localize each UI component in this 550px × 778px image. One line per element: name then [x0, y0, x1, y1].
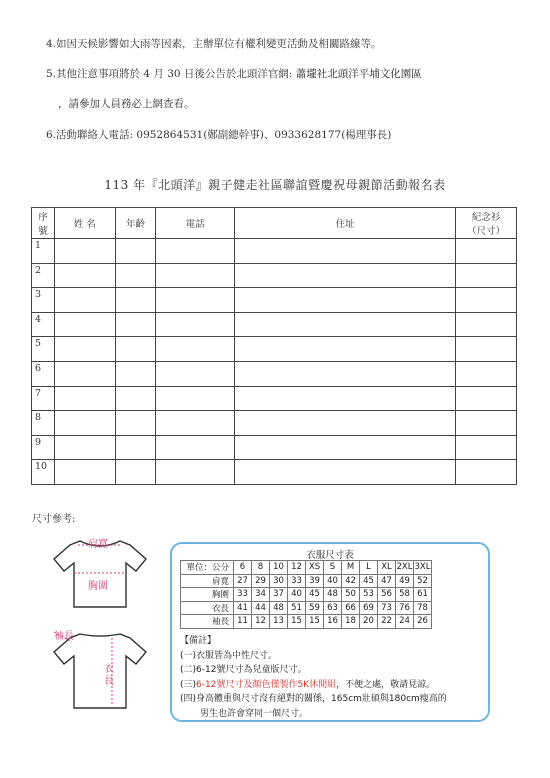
name-cell[interactable]	[54, 312, 115, 337]
size-row-label: 肩寬	[181, 574, 234, 588]
name-cell[interactable]	[54, 337, 115, 362]
size-value: 73	[378, 601, 396, 615]
header-phone: 電話	[156, 208, 234, 239]
size-header: 10	[270, 561, 288, 575]
row-number: 7	[32, 386, 55, 411]
size-value: 29	[252, 574, 270, 588]
age-cell[interactable]	[115, 386, 156, 411]
size-header: 6	[234, 561, 252, 575]
remark-3-highlight: 6-12號尺寸及顏色僅製作5K休閒組	[196, 679, 337, 690]
size-value: 48	[324, 588, 342, 602]
table-row	[32, 411, 517, 436]
remark-4: (四)身高體重與尺寸沒有絕對的關係，165cm壯碩與180cm瘦高的	[180, 694, 447, 704]
age-cell[interactable]	[115, 239, 156, 264]
label-chest: 胸圍	[88, 581, 108, 592]
size-value: 50	[342, 588, 360, 602]
address-cell[interactable]	[234, 239, 455, 264]
age-cell[interactable]	[115, 288, 156, 313]
address-cell[interactable]	[234, 460, 455, 485]
size-value: 45	[360, 574, 378, 588]
table-row	[32, 361, 517, 386]
shirt-size-cell[interactable]	[456, 239, 517, 264]
size-value: 13	[270, 615, 288, 629]
row-number: 8	[32, 411, 55, 436]
remark-1: (一)衣服皆為中性尺寸。	[180, 650, 278, 661]
phone-cell[interactable]	[156, 435, 234, 460]
size-row-label: 袖長	[181, 615, 234, 629]
row-number: 10	[32, 460, 55, 485]
row-number: 5	[32, 337, 55, 362]
size-header: XS	[306, 561, 324, 575]
header-serial: 序 號	[32, 208, 55, 239]
name-cell[interactable]	[54, 386, 115, 411]
size-value: 16	[324, 615, 342, 629]
size-header: S	[324, 561, 342, 575]
shirt-size-cell[interactable]	[456, 411, 517, 436]
phone-cell[interactable]	[156, 411, 234, 436]
size-header: 2XL	[396, 562, 413, 573]
row-number: 1	[32, 239, 55, 264]
size-value: 51	[288, 601, 306, 615]
phone-cell[interactable]	[156, 239, 234, 264]
note-4: 4.如因天候影響如大雨等因素，主辦單位有權利變更活動及相關路線等。	[46, 38, 382, 50]
phone-cell[interactable]	[156, 312, 234, 337]
name-cell[interactable]	[54, 411, 115, 436]
size-value: 56	[378, 588, 396, 602]
size-value: 20	[360, 615, 378, 629]
size-value: 26	[414, 615, 432, 629]
phone-cell[interactable]	[156, 263, 234, 288]
note-5-text: 5.其他注意事項將於 4 月 30 日後公告於北頭洋官網:	[46, 68, 296, 80]
note-5-website[interactable]: 蕭壠社北頭洋平埔文化園區	[295, 68, 422, 80]
phone-cell[interactable]	[156, 460, 234, 485]
size-header: XL	[378, 561, 396, 575]
table-row	[32, 337, 517, 362]
size-chart	[170, 542, 490, 722]
size-value: 40	[324, 574, 342, 588]
size-header: L	[360, 561, 378, 575]
size-value: 22	[378, 615, 396, 629]
size-value: 27	[234, 574, 252, 588]
header-address: 住址	[234, 208, 455, 239]
note-5	[46, 66, 422, 81]
phone-cell[interactable]	[156, 361, 234, 386]
size-header: 8	[252, 561, 270, 575]
header-shirt-size: 紀念衫 （尺寸）	[456, 208, 517, 239]
size-value: 76	[396, 601, 414, 615]
form-title: 113 年『北頭洋』親子健走社區聯誼暨慶祝母親節活動報名表	[104, 178, 446, 192]
label-length: 衣長	[104, 664, 114, 687]
age-cell[interactable]	[115, 263, 156, 288]
shirt-size-cell[interactable]	[456, 288, 517, 313]
shirt-size-cell[interactable]	[456, 435, 517, 460]
size-value: 61	[414, 588, 432, 602]
shirt-size-cell[interactable]	[456, 460, 517, 485]
table-row	[32, 386, 517, 411]
shirt-size-cell[interactable]	[456, 312, 517, 337]
address-cell[interactable]	[234, 435, 455, 460]
remark-3: (三)6-12號尺寸及顏色僅製作5K休閒組，不便之處，敬請見諒。	[180, 679, 436, 690]
size-row	[181, 615, 432, 629]
age-cell[interactable]	[115, 361, 156, 386]
size-header: M	[342, 561, 360, 575]
address-cell[interactable]	[234, 312, 455, 337]
size-value: 39	[306, 574, 324, 588]
size-value: 15	[306, 615, 324, 629]
unit-label: 單位：公分	[181, 561, 234, 575]
remark-2: (二)6-12號尺寸為兒童版尺寸。	[180, 665, 307, 675]
name-cell[interactable]	[54, 239, 115, 264]
label-sleeve: 袖長	[54, 631, 74, 642]
size-value: 42	[342, 574, 360, 588]
phone-cell[interactable]	[156, 288, 234, 313]
shirt-size-cell[interactable]	[456, 337, 517, 362]
address-cell[interactable]	[234, 337, 455, 362]
header-age: 年齡	[115, 208, 156, 239]
table-row	[32, 263, 517, 288]
shirt-size-cell[interactable]	[456, 263, 517, 288]
row-number: 2	[32, 263, 55, 288]
size-row	[181, 588, 432, 602]
size-row	[181, 601, 432, 615]
header-name: 姓 名	[54, 208, 115, 239]
size-value: 34	[252, 588, 270, 602]
remarks-title: 【備註】	[180, 636, 217, 646]
shirt-size-cell[interactable]	[456, 386, 517, 411]
address-cell[interactable]	[234, 263, 455, 288]
name-cell[interactable]	[54, 361, 115, 386]
note-6: 6.活動聯絡人電話: 0952864531(鄭副總幹事)、0933628177(楊理事長)	[46, 129, 392, 141]
table-row	[32, 312, 517, 337]
name-cell[interactable]	[54, 460, 115, 485]
size-value: 53	[360, 588, 378, 602]
label-shoulder: 肩寬	[88, 539, 108, 550]
table-header	[32, 208, 517, 239]
size-value: 45	[306, 588, 324, 602]
size-value: 66	[342, 601, 360, 615]
size-row-label: 衣長	[181, 601, 234, 615]
row-number: 6	[32, 361, 55, 386]
size-value: 33	[288, 574, 306, 588]
shirt-size-cell[interactable]	[456, 361, 517, 386]
name-cell[interactable]	[54, 435, 115, 460]
size-value: 52	[414, 574, 432, 588]
remark-4-cont: 男生也許會穿同一個尺寸。	[200, 708, 309, 719]
size-value: 41	[234, 601, 252, 615]
size-value: 40	[288, 588, 306, 602]
size-value: 69	[360, 601, 378, 615]
size-value: 15	[288, 615, 306, 629]
row-number: 3	[32, 288, 55, 313]
table-row	[32, 435, 517, 460]
size-value: 49	[396, 574, 414, 588]
age-cell[interactable]	[115, 435, 156, 460]
size-value: 63	[324, 601, 342, 615]
remarks	[180, 634, 447, 721]
address-cell[interactable]	[234, 288, 455, 313]
size-row-label: 胸圍	[181, 588, 234, 602]
size-value: 47	[378, 574, 396, 588]
name-cell[interactable]	[54, 263, 115, 288]
size-header: 3XL	[414, 562, 431, 573]
size-value: 33	[234, 588, 252, 602]
size-value: 48	[270, 601, 288, 615]
note-5-cont: ，請參加人員務必上網查看。	[58, 98, 195, 110]
age-cell[interactable]	[115, 411, 156, 436]
table-row	[32, 239, 517, 264]
size-value: 58	[396, 588, 414, 602]
phone-cell[interactable]	[156, 386, 234, 411]
size-value: 24	[396, 615, 414, 629]
size-value: 30	[270, 574, 288, 588]
table-row	[32, 288, 517, 313]
size-header: 12	[288, 561, 306, 575]
address-cell[interactable]	[234, 361, 455, 386]
table-row	[32, 460, 517, 485]
size-value: 11	[234, 615, 252, 629]
age-cell[interactable]	[115, 337, 156, 362]
age-cell[interactable]	[115, 312, 156, 337]
size-table	[180, 560, 432, 629]
size-value: 78	[414, 601, 432, 615]
registration-table	[31, 207, 517, 485]
size-value: 12	[252, 615, 270, 629]
size-value: 18	[342, 615, 360, 629]
row-number: 9	[32, 435, 55, 460]
size-value: 37	[270, 588, 288, 602]
size-row	[181, 574, 432, 588]
name-cell[interactable]	[54, 288, 115, 313]
size-reference-label: 尺寸參考:	[32, 514, 76, 525]
row-number: 4	[32, 312, 55, 337]
size-value: 59	[306, 601, 324, 615]
size-value: 44	[252, 601, 270, 615]
size-header-row	[181, 561, 432, 575]
address-cell[interactable]	[234, 411, 455, 436]
age-cell[interactable]	[115, 460, 156, 485]
phone-cell[interactable]	[156, 337, 234, 362]
size-chart-title: 衣服尺寸表	[306, 550, 354, 561]
address-cell[interactable]	[234, 386, 455, 411]
